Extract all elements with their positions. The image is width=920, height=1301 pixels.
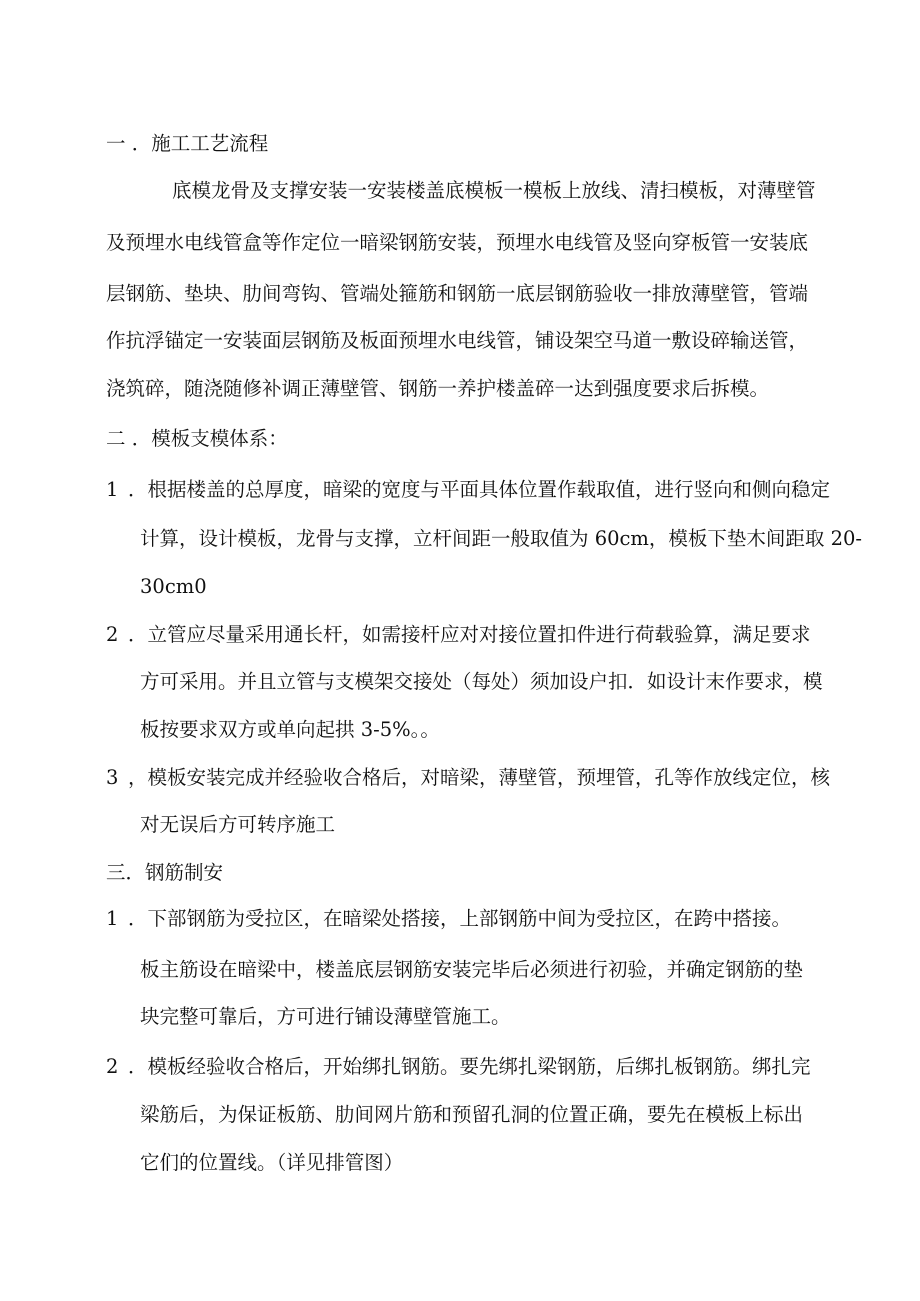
list-item-text: ，模板安装完成并经验收合格后，对暗梁，薄壁管，预埋管，孔等作放线定位，核	[128, 766, 831, 789]
list-item-line	[106, 1053, 811, 1081]
list-item-continuation: 板按要求双方或单向起拱 3-5%。。	[140, 718, 440, 741]
list-item-continuation: 计算，设计模板，龙骨与支撑，立杆间距一般取值为 60cm，模板下垫木间距取 20-	[140, 527, 863, 550]
section-3-heading: 三．钢筋制安	[106, 861, 224, 884]
list-item-text: ．根据楼盖的总厚度，暗梁的宽度与平面具体位置作载取值，进行竖向和侧向稳定	[128, 478, 831, 501]
list-item-number: 2	[106, 623, 119, 646]
list-item-line	[106, 764, 830, 792]
list-item-line	[106, 905, 791, 933]
list-item-text: ．下部钢筋为受拉区，在暗梁处搭接，上部钢筋中间为受拉区，在跨中搭接。	[128, 907, 792, 930]
list-item-continuation: 它们的位置线。（详见排管图）	[140, 1151, 404, 1174]
list-item-continuation: 块完整可靠后，方可进行铺设薄壁管施工。	[140, 1005, 511, 1028]
paragraph-line: 浇筑碎，随浇随修补调正薄壁管、钢筋一养护楼盖碎一达到强度要求后拆模。	[106, 377, 770, 400]
list-item-number: 1	[106, 478, 119, 501]
paragraph-line: 层钢筋、垫块、肋间弯钩、管端处箍筋和钢筋一底层钢筋验收一排放薄壁管，管端	[106, 282, 809, 305]
list-item-line	[106, 476, 830, 504]
list-item-continuation: 对无误后方可转序施工	[140, 813, 336, 836]
list-item-text: ．立管应尽量采用通长杆，如需接杆应对对接位置扣件进行荷载验算，满足要求	[128, 623, 811, 646]
paragraph-line: 作抗浮锚定一安装面层钢筋及板面预埋水电线管，铺设架空马道一敷设碎输送管，	[106, 329, 809, 352]
section-2-heading: 二 ．模板支模体系：	[106, 427, 288, 450]
list-item-line	[106, 621, 811, 649]
list-item-continuation: 方可采用。并且立管与支模架交接处（每处）须加设户扣．如设计末作要求，模	[140, 670, 823, 693]
list-item-number: 3	[106, 766, 119, 789]
list-item-continuation: 30cm0	[140, 575, 207, 598]
list-item-continuation: 梁筋后，为保证板筋、肋间网片筋和预留孔洞的位置正确，要先在模板上标出	[140, 1103, 804, 1126]
list-item-text: ．模板经验收合格后，开始绑扎钢筋。要先绑扎梁钢筋，后绑扎板钢筋。绑扎完	[128, 1055, 811, 1078]
list-item-continuation: 板主筋设在暗梁中，楼盖底层钢筋安装完毕后必须进行初验，并确定钢筋的垫	[140, 958, 804, 981]
section-1-heading: 一 ．施工工艺流程	[106, 132, 269, 155]
list-item-number: 2	[106, 1055, 119, 1078]
paragraph-line: 底模龙骨及支撑安装一安装楼盖底模板一模板上放线、清扫模板，对薄壁管	[172, 179, 816, 202]
list-item-number: 1	[106, 907, 119, 930]
paragraph-line: 及预埋水电线管盒等作定位一暗梁钢筋安装，预埋水电线管及竖向穿板管一安装底	[106, 231, 809, 254]
